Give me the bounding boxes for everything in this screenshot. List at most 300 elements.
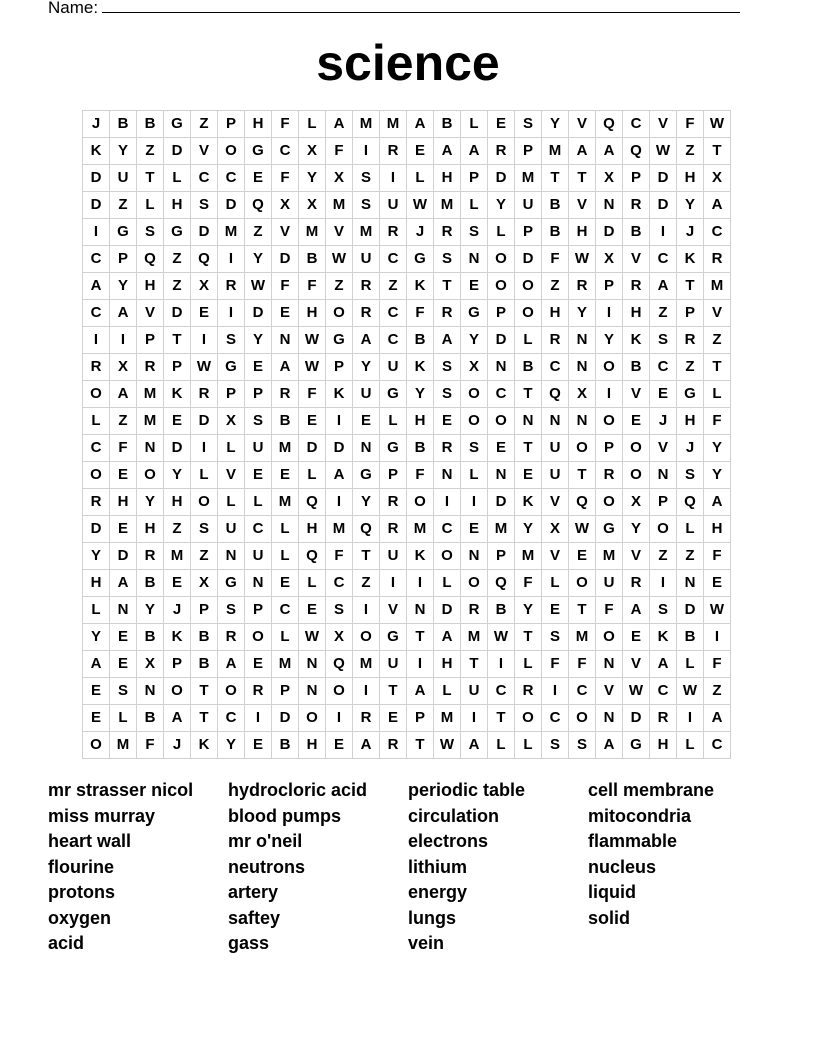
grid-cell: F (407, 300, 434, 327)
page-title: science (316, 35, 500, 91)
grid-row (83, 462, 731, 489)
grid-cell: C (542, 354, 569, 381)
grid-cell: C (380, 246, 407, 273)
grid-cell: D (191, 408, 218, 435)
grid-cell: L (542, 570, 569, 597)
grid-cell: R (434, 300, 461, 327)
grid-row (83, 597, 731, 624)
grid-cell: S (461, 219, 488, 246)
grid-cell: F (272, 111, 299, 138)
grid-cell: Q (353, 516, 380, 543)
grid-cell: D (488, 489, 515, 516)
grid-cell: O (569, 705, 596, 732)
grid-cell: L (83, 597, 110, 624)
grid-cell: G (677, 381, 704, 408)
grid-cell: R (596, 462, 623, 489)
grid-cell: F (515, 570, 542, 597)
grid-cell: U (380, 651, 407, 678)
grid-cell: W (326, 246, 353, 273)
grid-cell: O (353, 624, 380, 651)
grid-cell: I (353, 138, 380, 165)
grid-cell: E (299, 597, 326, 624)
grid-cell: H (677, 408, 704, 435)
grid-cell: B (137, 111, 164, 138)
grid-cell: M (434, 705, 461, 732)
grid-cell: C (245, 516, 272, 543)
name-underline[interactable] (102, 0, 740, 13)
grid-cell: T (191, 705, 218, 732)
grid-cell: G (353, 462, 380, 489)
grid-cell: W (245, 273, 272, 300)
grid-cell: Y (596, 327, 623, 354)
grid-cell: F (299, 273, 326, 300)
word-item: solid (588, 907, 631, 928)
grid-cell: T (569, 462, 596, 489)
grid-cell: X (461, 354, 488, 381)
grid-cell: N (677, 570, 704, 597)
grid-cell: B (191, 624, 218, 651)
grid-cell: R (272, 381, 299, 408)
grid-cell: O (83, 381, 110, 408)
grid-cell: S (353, 165, 380, 192)
grid-cell: R (623, 273, 650, 300)
word-column-2 (228, 778, 408, 957)
grid-cell: O (596, 354, 623, 381)
grid-cell: Z (245, 219, 272, 246)
grid-cell: O (218, 678, 245, 705)
grid-cell: Y (353, 354, 380, 381)
word-item: saftey (228, 907, 281, 928)
grid-cell: F (704, 651, 731, 678)
grid-cell: K (515, 489, 542, 516)
grid-row (83, 381, 731, 408)
grid-cell: T (353, 543, 380, 570)
grid-cell: C (488, 381, 515, 408)
grid-cell: E (434, 408, 461, 435)
grid-cell: A (704, 489, 731, 516)
grid-cell: V (191, 138, 218, 165)
grid-cell: R (218, 273, 245, 300)
grid-cell: H (434, 651, 461, 678)
grid-cell: Z (164, 246, 191, 273)
grid-cell: V (569, 111, 596, 138)
grid-cell: V (218, 462, 245, 489)
name-label: Name: (48, 0, 99, 17)
grid-cell: G (380, 624, 407, 651)
grid-cell: I (326, 489, 353, 516)
grid-cell: T (380, 678, 407, 705)
grid-cell: S (515, 111, 542, 138)
grid-cell: C (650, 354, 677, 381)
word-search-grid (82, 110, 731, 759)
grid-cell: R (569, 273, 596, 300)
word-item: mr strasser nicol (48, 780, 194, 800)
grid-cell: J (650, 408, 677, 435)
grid-cell: R (650, 705, 677, 732)
grid-cell: B (488, 597, 515, 624)
grid-cell: O (569, 435, 596, 462)
grid-cell: N (569, 327, 596, 354)
grid-cell: T (407, 732, 434, 759)
grid-cell: I (245, 705, 272, 732)
grid-cell: H (434, 165, 461, 192)
grid-cell: M (137, 408, 164, 435)
grid-cell: L (299, 570, 326, 597)
grid-cell: V (623, 651, 650, 678)
grid-cell: P (245, 381, 272, 408)
grid-row (83, 651, 731, 678)
grid-cell: D (83, 165, 110, 192)
grid-cell: O (164, 678, 191, 705)
grid-cell: Z (650, 543, 677, 570)
grid-cell: C (218, 705, 245, 732)
grid-cell: E (488, 435, 515, 462)
grid-cell: B (137, 705, 164, 732)
grid-cell: F (704, 408, 731, 435)
grid-cell: Z (191, 543, 218, 570)
grid-cell: D (164, 435, 191, 462)
grid-cell: P (326, 354, 353, 381)
grid-cell: S (245, 408, 272, 435)
grid-cell: Y (353, 489, 380, 516)
word-item: heart wall (48, 831, 132, 851)
word-item: blood pumps (228, 805, 341, 826)
grid-cell: H (542, 300, 569, 327)
grid-cell: T (677, 273, 704, 300)
grid-cell: D (650, 192, 677, 219)
grid-cell: Y (137, 597, 164, 624)
word-item: flammable (588, 831, 678, 851)
grid-cell: H (407, 408, 434, 435)
grid-cell: V (623, 543, 650, 570)
grid-row (83, 543, 731, 570)
grid-cell: W (299, 354, 326, 381)
grid-cell: N (137, 678, 164, 705)
grid-cell: X (326, 165, 353, 192)
grid-cell: A (218, 651, 245, 678)
grid-cell: D (191, 219, 218, 246)
grid-cell: E (623, 624, 650, 651)
grid-cell: E (164, 408, 191, 435)
grid-cell: K (326, 381, 353, 408)
grid-cell: A (83, 651, 110, 678)
grid-cell: R (380, 219, 407, 246)
grid-cell: I (353, 597, 380, 624)
grid-cell: R (380, 489, 407, 516)
grid-cell: L (677, 651, 704, 678)
grid-cell: O (623, 462, 650, 489)
grid-cell: A (407, 678, 434, 705)
grid-cell: R (137, 354, 164, 381)
grid-cell: W (569, 516, 596, 543)
grid-cell: W (677, 678, 704, 705)
grid-cell: Z (677, 543, 704, 570)
grid-cell: A (596, 138, 623, 165)
grid-cell: N (272, 327, 299, 354)
grid-cell: T (164, 327, 191, 354)
grid-cell: I (650, 219, 677, 246)
grid-cell: I (407, 570, 434, 597)
grid-cell: E (704, 570, 731, 597)
grid-cell: D (83, 516, 110, 543)
grid-cell: A (596, 732, 623, 759)
grid-cell: C (704, 219, 731, 246)
grid-cell: L (218, 489, 245, 516)
grid-cell: X (191, 273, 218, 300)
grid-cell: L (515, 327, 542, 354)
grid-cell: E (407, 138, 434, 165)
word-column-1 (48, 778, 228, 957)
grid-cell: B (191, 651, 218, 678)
grid-cell: S (434, 246, 461, 273)
grid-cell: T (137, 165, 164, 192)
grid-cell: I (191, 327, 218, 354)
grid-cell: N (407, 597, 434, 624)
word-item: mr o'neil (228, 831, 303, 851)
grid-cell: N (110, 597, 137, 624)
grid-cell: W (704, 597, 731, 624)
grid-cell: L (164, 165, 191, 192)
grid-row (83, 732, 731, 759)
grid-cell: F (137, 732, 164, 759)
grid-cell: S (569, 732, 596, 759)
grid-cell: P (515, 138, 542, 165)
grid-cell: P (515, 219, 542, 246)
grid-cell: A (461, 732, 488, 759)
grid-row (83, 273, 731, 300)
grid-cell: R (353, 273, 380, 300)
grid-cell: K (407, 543, 434, 570)
grid-cell: T (461, 651, 488, 678)
grid-cell: E (245, 651, 272, 678)
grid-cell: C (83, 300, 110, 327)
grid-cell: Y (164, 462, 191, 489)
grid-cell: J (83, 111, 110, 138)
grid-cell: H (569, 219, 596, 246)
grid-cell: G (380, 435, 407, 462)
grid-cell: X (137, 651, 164, 678)
grid-cell: F (299, 381, 326, 408)
grid-cell: E (110, 516, 137, 543)
grid-cell: P (488, 300, 515, 327)
grid-cell: U (461, 678, 488, 705)
grid-cell: Y (704, 435, 731, 462)
grid-cell: L (677, 516, 704, 543)
grid-cell: N (245, 570, 272, 597)
grid-cell: R (677, 327, 704, 354)
grid-cell: R (245, 678, 272, 705)
grid-cell: Q (623, 138, 650, 165)
grid-cell: L (515, 732, 542, 759)
grid-cell: Y (515, 516, 542, 543)
grid-cell: I (110, 327, 137, 354)
grid-cell: V (650, 435, 677, 462)
grid-cell: A (569, 138, 596, 165)
word-item: energy (408, 882, 468, 902)
grid-cell: U (380, 543, 407, 570)
grid-cell: C (650, 246, 677, 273)
grid-cell: I (596, 300, 623, 327)
grid-row (83, 246, 731, 273)
grid-cell: Z (137, 138, 164, 165)
grid-cell: P (218, 381, 245, 408)
grid-cell: L (704, 381, 731, 408)
grid-cell: M (353, 651, 380, 678)
grid-cell: O (596, 408, 623, 435)
grid-cell: R (380, 138, 407, 165)
grid-cell: Q (488, 570, 515, 597)
grid-cell: O (488, 408, 515, 435)
grid-cell: D (164, 138, 191, 165)
grid-cell: A (110, 300, 137, 327)
grid-cell: L (434, 570, 461, 597)
grid-cell: I (218, 246, 245, 273)
grid-cell: H (164, 192, 191, 219)
grid-cell: B (137, 570, 164, 597)
grid-cell: N (650, 462, 677, 489)
grid-cell: S (191, 516, 218, 543)
grid-cell: M (272, 435, 299, 462)
grid-cell: D (245, 300, 272, 327)
grid-cell: F (272, 165, 299, 192)
grid-row (83, 570, 731, 597)
grid-cell: E (623, 408, 650, 435)
grid-cell: R (380, 732, 407, 759)
word-item: liquid (588, 882, 636, 902)
grid-cell: C (380, 300, 407, 327)
grid-cell: S (434, 354, 461, 381)
grid-cell: F (110, 435, 137, 462)
word-item: protons (48, 882, 115, 902)
word-item: gass (228, 933, 270, 953)
grid-cell: N (137, 435, 164, 462)
grid-cell: Y (245, 327, 272, 354)
grid-cell: T (515, 435, 542, 462)
grid-cell: L (272, 624, 299, 651)
word-item: hydrocloric acid (228, 780, 368, 800)
grid-cell: B (623, 219, 650, 246)
grid-cell: S (650, 327, 677, 354)
grid-row (83, 165, 731, 192)
grid-cell: N (434, 462, 461, 489)
grid-cell: Z (353, 570, 380, 597)
grid-cell: O (299, 705, 326, 732)
grid-cell: G (596, 516, 623, 543)
grid-cell: Z (191, 111, 218, 138)
grid-cell: D (326, 435, 353, 462)
grid-cell: Z (704, 327, 731, 354)
grid-cell: E (110, 624, 137, 651)
grid-cell: D (488, 165, 515, 192)
grid-cell: S (461, 435, 488, 462)
grid-cell: I (218, 300, 245, 327)
grid-cell: Z (326, 273, 353, 300)
grid-cell: H (650, 732, 677, 759)
grid-cell: I (407, 651, 434, 678)
grid-cell: R (623, 192, 650, 219)
grid-cell: L (299, 111, 326, 138)
grid-cell: Z (704, 678, 731, 705)
grid-cell: B (272, 732, 299, 759)
grid-cell: M (704, 273, 731, 300)
grid-cell: T (542, 165, 569, 192)
grid-cell: E (83, 705, 110, 732)
grid-cell: O (245, 624, 272, 651)
grid-cell: N (542, 408, 569, 435)
grid-cell: X (596, 246, 623, 273)
grid-cell: I (677, 705, 704, 732)
grid-cell: R (191, 381, 218, 408)
grid-cell: A (110, 381, 137, 408)
grid-cell: I (191, 435, 218, 462)
grid-cell: W (299, 624, 326, 651)
grid-cell: X (191, 570, 218, 597)
word-item: mitocondria (588, 805, 692, 826)
grid-cell: W (623, 678, 650, 705)
grid-cell: T (704, 138, 731, 165)
grid-cell: W (434, 732, 461, 759)
word-item: circulation (408, 805, 500, 826)
grid-cell: O (515, 705, 542, 732)
grid-cell: N (596, 192, 623, 219)
name-field[interactable] (48, 0, 740, 19)
grid-cell: M (596, 543, 623, 570)
grid-cell: D (650, 165, 677, 192)
grid-cell: V (380, 597, 407, 624)
grid-cell: E (461, 273, 488, 300)
grid-cell: N (569, 408, 596, 435)
grid-cell: O (515, 273, 542, 300)
grid-cell: K (650, 624, 677, 651)
grid-cell: E (299, 408, 326, 435)
word-item: artery (228, 882, 279, 902)
grid-cell: S (542, 732, 569, 759)
grid-cell: F (542, 246, 569, 273)
grid-cell: O (461, 381, 488, 408)
grid-cell: I (650, 570, 677, 597)
grid-row (83, 327, 731, 354)
grid-cell: S (218, 327, 245, 354)
grid-cell: Z (677, 354, 704, 381)
grid-cell: G (623, 732, 650, 759)
grid-cell: K (83, 138, 110, 165)
grid-cell: V (137, 300, 164, 327)
grid-cell: B (299, 246, 326, 273)
grid-cell: N (515, 408, 542, 435)
word-item: neutrons (228, 856, 306, 877)
grid-cell: M (218, 219, 245, 246)
grid-cell: W (488, 624, 515, 651)
grid-cell: J (407, 219, 434, 246)
word-item: lithium (408, 856, 467, 877)
grid-cell: S (218, 597, 245, 624)
grid-cell: U (110, 165, 137, 192)
grid-cell: R (623, 570, 650, 597)
grid-cell: Y (677, 192, 704, 219)
grid-cell: F (407, 462, 434, 489)
grid-cell: M (326, 192, 353, 219)
grid-cell: B (677, 624, 704, 651)
grid-cell: V (326, 219, 353, 246)
grid-cell: C (542, 705, 569, 732)
grid-cell: Y (110, 273, 137, 300)
grid-cell: Q (677, 489, 704, 516)
grid-cell: G (326, 327, 353, 354)
grid-cell: E (245, 165, 272, 192)
grid-cell: B (623, 354, 650, 381)
grid-cell: S (191, 192, 218, 219)
grid-cell: Q (596, 111, 623, 138)
